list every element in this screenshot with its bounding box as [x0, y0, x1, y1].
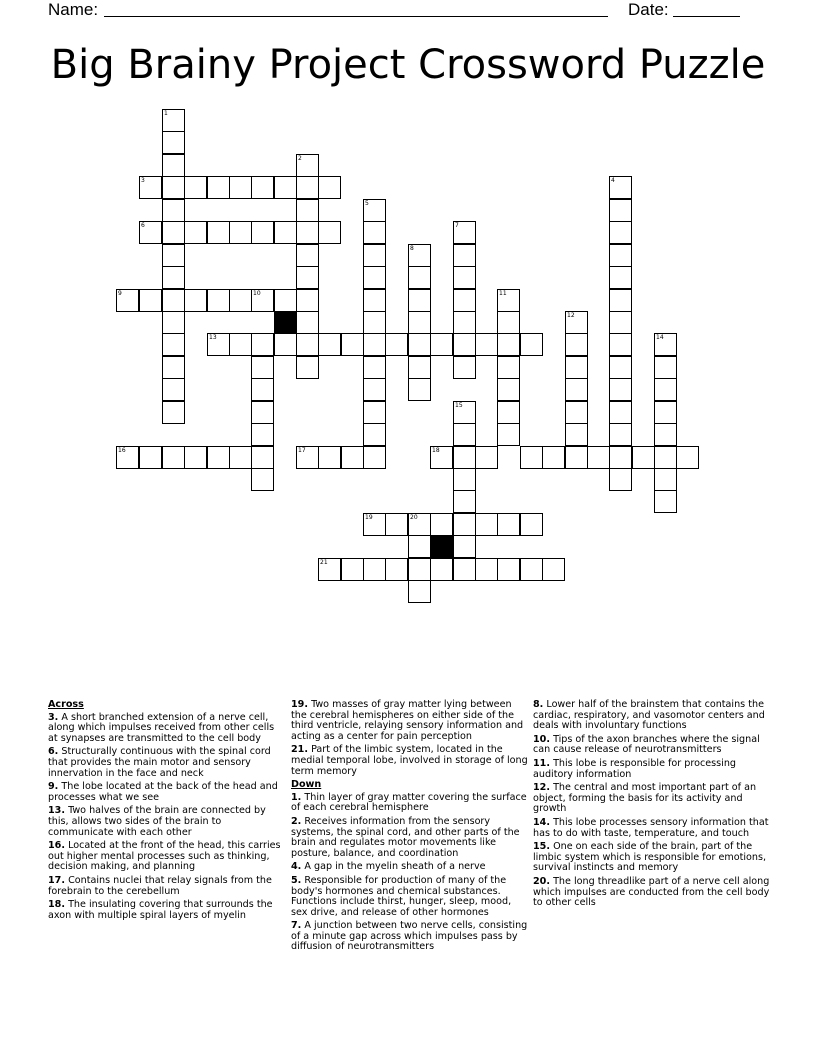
crossword-cell[interactable]: [162, 266, 185, 289]
date-field[interactable]: [673, 16, 740, 17]
crossword-cell[interactable]: [453, 266, 476, 289]
crossword-cell[interactable]: [162, 176, 185, 199]
crossword-cell[interactable]: [497, 513, 520, 536]
cell-number: 15: [455, 402, 463, 409]
crossword-cell[interactable]: [385, 558, 408, 581]
crossword-cell[interactable]: [229, 176, 252, 199]
crossword-cell[interactable]: [453, 535, 476, 558]
crossword-cell[interactable]: [430, 333, 453, 356]
crossword-cell[interactable]: [296, 221, 319, 244]
crossword-cell[interactable]: [363, 378, 386, 401]
crossword-cell[interactable]: [162, 289, 185, 312]
crossword-cell[interactable]: [251, 423, 274, 446]
clue-down-1: [291, 793, 529, 814]
clue-number: 9.: [48, 781, 59, 793]
cell-number: 1: [164, 110, 168, 117]
crossword-cell[interactable]: [116, 289, 139, 312]
crossword-cell[interactable]: [363, 266, 386, 289]
cell-number: 3: [141, 177, 145, 184]
crossword-cell[interactable]: [363, 199, 386, 222]
black-cell: [274, 311, 297, 334]
cell-number: 13: [209, 334, 217, 341]
crossword-cell[interactable]: [207, 221, 230, 244]
crossword-cell[interactable]: [318, 176, 341, 199]
date-label: Date:: [628, 0, 669, 19]
crossword-cell[interactable]: [565, 378, 588, 401]
clue-number: 18.: [48, 899, 65, 911]
clue-number: 16.: [48, 840, 65, 852]
clue-number: 11.: [533, 757, 550, 769]
crossword-cell[interactable]: [609, 356, 632, 379]
cell-number: 20: [410, 514, 418, 521]
clue-down-8: [533, 700, 771, 732]
crossword-cell[interactable]: [654, 468, 677, 491]
crossword-cell[interactable]: [609, 199, 632, 222]
clue-text: Located at the front of the head, this carries out higher mental processes such as thinking, decision making, and planning: [48, 840, 281, 873]
clue-column-2: [291, 700, 529, 956]
name-label: Name:: [48, 0, 99, 19]
crossword-cell[interactable]: [632, 446, 655, 469]
crossword-cell[interactable]: [609, 221, 632, 244]
crossword-cell[interactable]: [654, 378, 677, 401]
clue-across-19: [291, 700, 529, 742]
crossword-cell[interactable]: [251, 446, 274, 469]
crossword-cell[interactable]: [162, 154, 185, 177]
clue-text: This lobe processes sensory information that has to do with taste, temperature, and touch: [533, 816, 769, 839]
clue-across-9: [48, 782, 286, 803]
crossword-cell[interactable]: [341, 333, 364, 356]
crossword-cell[interactable]: [609, 401, 632, 424]
crossword-cell[interactable]: [184, 289, 207, 312]
crossword-cell[interactable]: [654, 423, 677, 446]
crossword-cell[interactable]: [542, 446, 565, 469]
clue-text: Tips of the axon branches where the signal can cause release of neurotransmitters: [533, 733, 760, 756]
crossword-cell[interactable]: [565, 423, 588, 446]
crossword-cell[interactable]: [453, 446, 476, 469]
crossword-cell[interactable]: [296, 446, 319, 469]
clue-number: 7.: [291, 920, 302, 932]
clue-number: 5.: [291, 874, 302, 886]
crossword-cell[interactable]: [162, 199, 185, 222]
clue-number: 4.: [291, 861, 302, 873]
crossword-cell[interactable]: [408, 333, 431, 356]
clue-number: 14.: [533, 816, 550, 828]
crossword-cell[interactable]: [251, 356, 274, 379]
clue-text: Thin layer of gray matter covering the surface of each cerebral hemisphere: [291, 791, 527, 814]
clue-text: Responsible for production of many of the body's hormones and chemical substances. Functions include thirst, hunger, sleep, mood, sex drive, and release of other hormones: [291, 874, 512, 918]
crossword-cell[interactable]: [274, 289, 297, 312]
crossword-cell[interactable]: [296, 154, 319, 177]
crossword-cell[interactable]: [251, 289, 274, 312]
clue-text: The central and most important part of an object, forming the basis for its activity and growth: [533, 782, 757, 815]
crossword-cell[interactable]: [318, 558, 341, 581]
crossword-cell[interactable]: [497, 311, 520, 334]
clue-text: Contains nuclei that relay signals from the forebrain to the cerebellum: [48, 874, 272, 897]
clue-number: 10.: [533, 733, 550, 745]
crossword-cell[interactable]: [207, 176, 230, 199]
crossword-cell[interactable]: [408, 535, 431, 558]
cell-number: 17: [298, 447, 306, 454]
clue-across-21: [291, 745, 529, 777]
clue-number: 12.: [533, 782, 550, 794]
clue-text: A junction between two nerve cells, consisting of a minute gap across which impulses pass by diffusion of neurotransmitters: [291, 920, 528, 953]
clue-number: 13.: [48, 805, 65, 817]
name-field[interactable]: [104, 16, 608, 17]
crossword-cell[interactable]: [229, 221, 252, 244]
clue-number: 21.: [291, 744, 308, 756]
crossword-cell[interactable]: [363, 446, 386, 469]
crossword-cell[interactable]: [341, 446, 364, 469]
crossword-cell[interactable]: [363, 356, 386, 379]
crossword-cell[interactable]: [318, 333, 341, 356]
crossword-cell[interactable]: [453, 333, 476, 356]
crossword-cell[interactable]: [139, 446, 162, 469]
crossword-cell[interactable]: [587, 446, 610, 469]
crossword-cell[interactable]: [162, 333, 185, 356]
cell-number: 9: [118, 290, 122, 297]
clue-column-3: [533, 700, 771, 912]
clue-down-4: [291, 862, 529, 873]
crossword-cell[interactable]: [520, 558, 543, 581]
crossword-cell[interactable]: [408, 378, 431, 401]
cell-number: 4: [611, 177, 615, 184]
crossword-cell[interactable]: [408, 580, 431, 603]
crossword-cell[interactable]: [162, 244, 185, 267]
clue-down-5: [291, 876, 529, 918]
crossword-cell[interactable]: [453, 490, 476, 513]
clue-number: 2.: [291, 815, 302, 827]
clue-text: One on each side of the brain, part of the limbic system which is responsible for emotions, survival instincts and memory: [533, 841, 767, 874]
crossword-cell[interactable]: [296, 333, 319, 356]
crossword-cell[interactable]: [251, 333, 274, 356]
clue-number: 15.: [533, 841, 550, 853]
crossword-cell[interactable]: [453, 401, 476, 424]
crossword-cell[interactable]: [363, 558, 386, 581]
crossword-cell[interactable]: [162, 109, 185, 132]
clue-text: Receives information from the sensory systems, the spinal cord, and other parts of the brain and regulates motor movements like posture, balance, and coordination: [291, 815, 520, 859]
clue-across-18: [48, 900, 286, 921]
crossword-cell[interactable]: [274, 176, 297, 199]
cell-number: 12: [567, 312, 575, 319]
crossword-cell[interactable]: [229, 289, 252, 312]
crossword-cell[interactable]: [363, 401, 386, 424]
crossword-cell[interactable]: [296, 356, 319, 379]
crossword-cell[interactable]: [385, 333, 408, 356]
cell-number: 21: [320, 559, 328, 566]
crossword-cell[interactable]: [318, 221, 341, 244]
crossword-cell[interactable]: [497, 289, 520, 312]
crossword-cell[interactable]: [475, 446, 498, 469]
crossword-cell[interactable]: [363, 333, 386, 356]
clue-across-13: [48, 806, 286, 838]
crossword-cell[interactable]: [654, 333, 677, 356]
crossword-cell[interactable]: [408, 289, 431, 312]
clue-text: Lower half of the brainstem that contains the cardiac, respiratory, and vasomotor centers and deals with involuntary functions: [533, 699, 765, 732]
cell-number: 10: [253, 290, 261, 297]
crossword-cell[interactable]: [453, 423, 476, 446]
crossword-cell[interactable]: [497, 356, 520, 379]
clue-text: A gap in the myelin sheath of a nerve: [304, 861, 486, 873]
crossword-cell[interactable]: [565, 401, 588, 424]
clue-down-12: [533, 783, 771, 815]
crossword-cell[interactable]: [475, 333, 498, 356]
crossword-cell[interactable]: [408, 244, 431, 267]
cell-number: 19: [365, 514, 373, 521]
crossword-cell[interactable]: [497, 333, 520, 356]
clue-down-14: [533, 818, 771, 839]
crossword-cell[interactable]: [139, 221, 162, 244]
crossword-cell[interactable]: [318, 446, 341, 469]
crossword-cell[interactable]: [408, 513, 431, 536]
crossword-cell[interactable]: [497, 378, 520, 401]
crossword-cell[interactable]: [520, 333, 543, 356]
crossword-cell[interactable]: [475, 513, 498, 536]
clue-column-1: [48, 700, 286, 924]
clue-number: 20.: [533, 875, 550, 887]
crossword-cell[interactable]: [565, 446, 588, 469]
clue-text: The lobe located at the back of the head and processes what we see: [48, 781, 278, 803]
clue-across-6: [48, 747, 286, 779]
crossword-cell[interactable]: [453, 558, 476, 581]
crossword-cell[interactable]: [453, 311, 476, 334]
cell-number: 8: [410, 245, 414, 252]
crossword-cell[interactable]: [654, 490, 677, 513]
crossword-cell[interactable]: [363, 244, 386, 267]
crossword-cell[interactable]: [430, 446, 453, 469]
crossword-cell[interactable]: [676, 446, 699, 469]
clue-down-2: [291, 817, 529, 859]
clue-text: This lobe is responsible for processing auditory information: [533, 757, 736, 780]
crossword-cell[interactable]: [453, 221, 476, 244]
crossword-cell[interactable]: [520, 513, 543, 536]
crossword-cell[interactable]: [363, 423, 386, 446]
crossword-cell[interactable]: [565, 333, 588, 356]
crossword-cell[interactable]: [251, 468, 274, 491]
crossword-cell[interactable]: [609, 423, 632, 446]
clue-number: 6.: [48, 746, 59, 758]
crossword-cell[interactable]: [162, 401, 185, 424]
clue-down-10: [533, 735, 771, 756]
crossword-cell[interactable]: [139, 289, 162, 312]
crossword-cell[interactable]: [363, 289, 386, 312]
crossword-cell[interactable]: [162, 446, 185, 469]
crossword-cell[interactable]: [430, 513, 453, 536]
crossword-cell[interactable]: [207, 289, 230, 312]
page-title: Big Brainy Project Crossword Puzzle: [50, 42, 766, 88]
crossword-cell[interactable]: [453, 468, 476, 491]
crossword-cell[interactable]: [207, 446, 230, 469]
clue-down-20: [533, 877, 771, 909]
crossword-cell[interactable]: [207, 333, 230, 356]
crossword-cell[interactable]: [229, 446, 252, 469]
clue-down-11: [533, 759, 771, 780]
clue-number: 3.: [48, 711, 59, 723]
clue-across-17: [48, 876, 286, 897]
clue-number: 1.: [291, 791, 302, 803]
cell-number: 18: [432, 447, 440, 454]
crossword-cell[interactable]: [363, 311, 386, 334]
crossword-cell[interactable]: [609, 266, 632, 289]
crossword-cell[interactable]: [408, 356, 431, 379]
crossword-cell[interactable]: [609, 378, 632, 401]
crossword-cell[interactable]: [363, 221, 386, 244]
crossword-cell[interactable]: [184, 176, 207, 199]
cell-number: 11: [499, 290, 507, 297]
crossword-cell[interactable]: [363, 513, 386, 536]
crossword-cell[interactable]: [162, 221, 185, 244]
crossword-cell[interactable]: [296, 266, 319, 289]
crossword-cell[interactable]: [565, 311, 588, 334]
crossword-cell[interactable]: [408, 311, 431, 334]
black-cell: [430, 535, 453, 558]
clue-number: 19.: [291, 699, 308, 710]
crossword-cell[interactable]: [296, 199, 319, 222]
crossword-cell[interactable]: [430, 558, 453, 581]
crossword-cell[interactable]: [609, 468, 632, 491]
crossword-cell[interactable]: [408, 266, 431, 289]
across-heading: Across: [48, 699, 84, 710]
down-heading: Down: [291, 779, 322, 791]
crossword-cell[interactable]: [654, 356, 677, 379]
crossword-cell[interactable]: [654, 446, 677, 469]
clue-number: 17.: [48, 874, 65, 886]
crossword-cell[interactable]: [251, 221, 274, 244]
clue-down-15: [533, 842, 771, 874]
cell-number: 7: [455, 222, 459, 229]
crossword-cell[interactable]: [184, 221, 207, 244]
clue-down-7: [291, 921, 529, 953]
crossword-cell[interactable]: [296, 289, 319, 312]
crossword-cell[interactable]: [229, 333, 252, 356]
crossword-cell[interactable]: [162, 378, 185, 401]
crossword-cell[interactable]: [609, 311, 632, 334]
crossword-cell[interactable]: [162, 131, 185, 154]
crossword-cell[interactable]: [453, 244, 476, 267]
crossword-cell[interactable]: [453, 356, 476, 379]
crossword-cell[interactable]: [162, 311, 185, 334]
crossword-cell[interactable]: [453, 289, 476, 312]
crossword-cell[interactable]: [609, 289, 632, 312]
crossword-cell[interactable]: [162, 356, 185, 379]
clue-text: The long threadlike part of a nerve cell along which impulses are conducted from the cell body to other cells: [533, 875, 770, 909]
crossword-cell[interactable]: [296, 311, 319, 334]
crossword-cell[interactable]: [609, 446, 632, 469]
crossword-cell[interactable]: [274, 221, 297, 244]
crossword-cell[interactable]: [520, 446, 543, 469]
clue-across-16: [48, 841, 286, 873]
crossword-cell[interactable]: [408, 558, 431, 581]
cell-number: 6: [141, 222, 145, 229]
crossword-cell[interactable]: [116, 446, 139, 469]
crossword-cell[interactable]: [251, 378, 274, 401]
cell-number: 5: [365, 200, 369, 207]
crossword-cell[interactable]: [475, 558, 498, 581]
clue-text: A short branched extension of a nerve cell, along which impulses received from other cells at synapses are transmitted to the cell body: [48, 711, 275, 744]
crossword-cell[interactable]: [139, 176, 162, 199]
crossword-cell[interactable]: [341, 558, 364, 581]
crossword-cell[interactable]: [565, 356, 588, 379]
clue-text: Structurally continuous with the spinal cord that provides the main motor and sensory innervation in the face and neck: [48, 746, 271, 779]
crossword-cell[interactable]: [542, 558, 565, 581]
crossword-cell[interactable]: [609, 333, 632, 356]
cell-number: 14: [656, 334, 664, 341]
cell-number: 2: [298, 155, 302, 162]
crossword-cell[interactable]: [453, 513, 476, 536]
crossword-cell[interactable]: [274, 333, 297, 356]
crossword-cell[interactable]: [385, 513, 408, 536]
crossword-cell[interactable]: [497, 423, 520, 446]
crossword-cell[interactable]: [296, 244, 319, 267]
clue-text: Two masses of gray matter lying between the cerebral hemispheres on either side of the third ventricle, relaying sensory information and acting as a center for pain perception: [291, 699, 524, 742]
crossword-cell[interactable]: [497, 401, 520, 424]
crossword-cell[interactable]: [296, 176, 319, 199]
clue-text: The insulating covering that surrounds the axon with multiple spiral layers of myelin: [48, 899, 273, 921]
clue-text: Part of the limbic system, located in the medial temporal lobe, involved in storage of long term memory: [291, 744, 528, 777]
crossword-cell[interactable]: [184, 446, 207, 469]
crossword-cell[interactable]: [251, 401, 274, 424]
cell-number: 16: [118, 447, 126, 454]
crossword-cell[interactable]: [609, 244, 632, 267]
crossword-cell[interactable]: [497, 558, 520, 581]
clue-text: Two halves of the brain are connected by this, allows two sides of the brain to communicate with each other: [48, 805, 266, 838]
clue-number: 8.: [533, 699, 544, 710]
crossword-cell[interactable]: [251, 176, 274, 199]
crossword-cell[interactable]: [654, 401, 677, 424]
crossword-cell[interactable]: [609, 176, 632, 199]
clue-across-3: [48, 713, 286, 745]
